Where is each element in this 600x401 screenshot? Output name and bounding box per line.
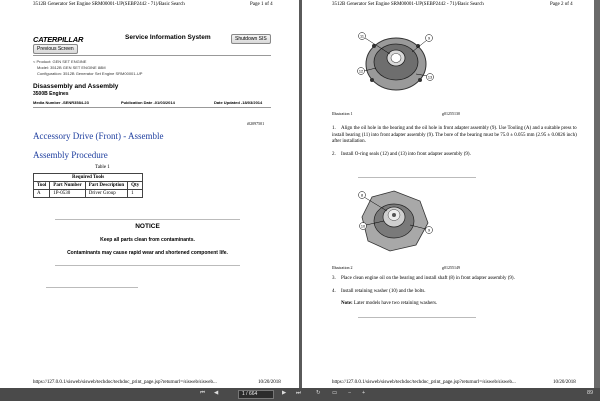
step-text: Install O-ring seals (12) and (13) into front adapter assembly (9). bbox=[341, 152, 471, 157]
doc-subtitle: 3500B Engines bbox=[33, 91, 69, 97]
callout-label: 9 bbox=[427, 36, 431, 41]
last-page-icon[interactable]: ⏭ bbox=[296, 390, 301, 396]
divider bbox=[46, 287, 138, 288]
table-cell: 1 bbox=[128, 190, 143, 198]
next-page-icon[interactable]: ▶ bbox=[282, 390, 287, 396]
pdf-viewer-toolbar bbox=[0, 388, 600, 401]
main-heading: Accessory Drive (Front) - Assemble bbox=[33, 131, 164, 141]
notice-rule bbox=[55, 219, 240, 220]
callout-label: 13 bbox=[427, 75, 433, 80]
callout-label: 12 bbox=[358, 69, 364, 74]
caterpillar-logo: CATERPILLAR bbox=[33, 35, 84, 44]
step-number: 4. bbox=[332, 289, 336, 294]
procedure-heading: Assembly Procedure bbox=[33, 150, 108, 160]
rotate-icon[interactable]: ↻ bbox=[316, 390, 321, 396]
step-3 bbox=[332, 276, 582, 283]
divider bbox=[358, 177, 476, 178]
page-footer-date: 10/20/2018 bbox=[258, 380, 281, 385]
table-row bbox=[34, 190, 143, 198]
product-link[interactable]: < Product: GEN SET ENGINE bbox=[33, 59, 87, 64]
zoom-out-icon[interactable]: − bbox=[348, 390, 352, 396]
divider bbox=[33, 107, 271, 108]
table-header: Qty bbox=[128, 182, 143, 190]
table-cell: Driver Group bbox=[85, 190, 127, 198]
zoom-level: 89 bbox=[587, 390, 594, 396]
configuration-info: Configuration: 3512B Generator Set Engine SRM00001-UP bbox=[37, 71, 143, 76]
note bbox=[341, 301, 591, 308]
note-text: Later models have two retaining washers. bbox=[353, 301, 438, 306]
service-info-title: Service Information System bbox=[125, 34, 211, 41]
step-text: Install retaining washer (10) and the bolts. bbox=[341, 289, 426, 294]
callout-label: 10 bbox=[360, 224, 366, 229]
step-text: Place clean engine oil on the bearing and install shaft (8) in front adapter assembly (9). bbox=[341, 276, 515, 281]
previous-screen-button[interactable]: Previous Screen bbox=[33, 44, 78, 54]
previous-page-icon[interactable]: ◀ bbox=[214, 390, 219, 396]
step-2 bbox=[332, 152, 582, 159]
model-info: Model: 3512B GEN SET ENGINE 88M bbox=[37, 65, 106, 70]
first-page-icon[interactable]: ⏮ bbox=[200, 390, 205, 396]
table-header: Part Description bbox=[85, 182, 127, 190]
notice-title: NOTICE bbox=[135, 223, 160, 230]
notice-rule bbox=[55, 265, 240, 266]
page-footer-url: https://127.0.0.1/sisweb/sisweb/techdoc/techdoc_print_page.jsp?returnurl=/sisweb/sisweb... bbox=[33, 380, 217, 385]
doc-id: i02097501 bbox=[247, 121, 265, 126]
divider bbox=[358, 317, 476, 318]
table-group-header: Required Tools bbox=[34, 174, 143, 182]
zoom-in-icon[interactable]: + bbox=[362, 390, 366, 396]
fit-page-icon[interactable]: ▭ bbox=[332, 390, 338, 396]
page-footer-url: https://127.0.0.1/sisweb/sisweb/techdoc/techdoc_print_page.jsp?returnurl=/sisweb/sisweb... bbox=[332, 380, 516, 385]
illustration-1-id: g01255130 bbox=[442, 111, 460, 116]
illustration-2-label: Illustration 2 bbox=[332, 265, 353, 270]
note-label: Note: bbox=[341, 301, 353, 306]
document-page-1 bbox=[0, 0, 299, 388]
callout-label: 8 bbox=[360, 193, 364, 198]
shutdown-sis-button[interactable]: Shutdown SIS bbox=[231, 34, 271, 44]
vertical-scrollbar[interactable] bbox=[594, 0, 600, 388]
step-number: 1. bbox=[332, 126, 336, 131]
page-footer-date: 10/20/2018 bbox=[553, 380, 576, 385]
step-4 bbox=[332, 289, 582, 296]
page-header-number: Page 1 of 4 bbox=[250, 2, 273, 7]
illustration-2-id: g01255149 bbox=[442, 265, 460, 270]
page-header-title: 3512B Generator Set Engine SRM00001-UP(SEBP2442 - 71)/Basic Search bbox=[332, 2, 484, 7]
date-updated: Date Updated -18/03/2014 bbox=[214, 100, 263, 105]
publication-date: Publication Date -01/03/2014 bbox=[121, 100, 175, 105]
illustration-1-label: Illustration 1 bbox=[332, 111, 353, 116]
table-header: Part Number bbox=[50, 182, 85, 190]
callout-label: 9 bbox=[427, 228, 431, 233]
table-cell: 1P-0530 bbox=[50, 190, 85, 198]
page-number-input[interactable]: 1 / 664 bbox=[238, 390, 274, 399]
front-adapter-illustration bbox=[354, 26, 434, 96]
doc-title: Disassembly and Assembly bbox=[33, 83, 119, 90]
step-number: 2. bbox=[332, 152, 336, 157]
divider bbox=[33, 55, 271, 56]
table-caption: Table 1 bbox=[95, 165, 110, 170]
table-cell: A bbox=[34, 190, 50, 198]
media-number: Media Number -SENR3584-23 bbox=[33, 100, 89, 105]
callout-label: 11 bbox=[360, 34, 364, 39]
notice-line-2: Contaminants may cause rapid wear and shortened component life. bbox=[67, 250, 228, 256]
table-header: Tool bbox=[34, 182, 50, 190]
shaft-assembly-illustration bbox=[354, 185, 434, 255]
step-text: Align the oil hole in the bearing and the oil hole in front adapter assembly (9). Use Tooling (A) and a suitable press to install bearing (11) into front adapter assembly (9). The bore of the bearing must be 75.0 ± 0.055 mm (2.95 ± 0.0026 inch) after installation. bbox=[332, 126, 577, 144]
required-tools-table bbox=[33, 173, 143, 198]
step-number: 3. bbox=[332, 276, 336, 281]
page-header-number: Page 2 of 4 bbox=[550, 2, 573, 7]
document-page-2 bbox=[302, 0, 594, 388]
notice-line-1: Keep all parts clean from contaminants. bbox=[100, 237, 195, 243]
step-1 bbox=[332, 126, 582, 146]
page-header-title: 3512B Generator Set Engine SRM00001-UP(SEBP2442 - 71)/Basic Search bbox=[33, 2, 185, 7]
